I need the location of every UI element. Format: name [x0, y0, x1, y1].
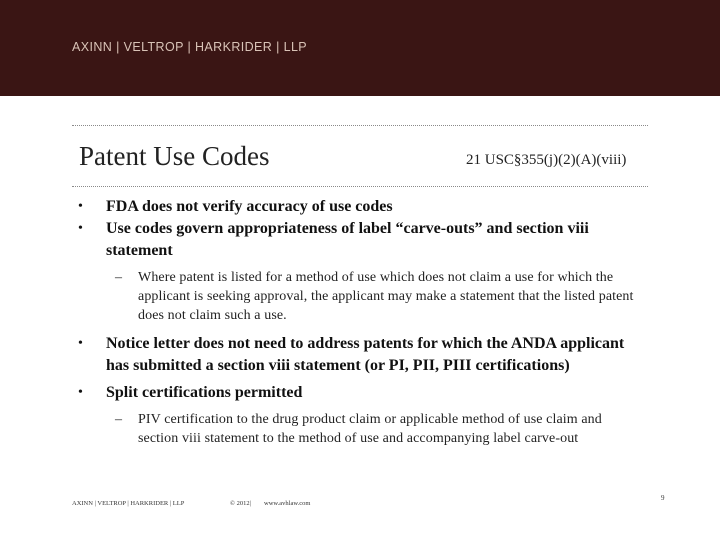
title-top-divider: [72, 125, 648, 126]
footer-website[interactable]: www.avhlaw.com: [264, 500, 311, 507]
bullet-text: Notice letter does not need to address patents for which the ANDA applicant has submitted a section viii statement (or PI, PII, PIII certifications): [106, 335, 625, 374]
bullet-icon: •: [78, 221, 83, 236]
footer: [72, 500, 672, 514]
statute-citation: 21 USC§355(j)(2)(A)(viii): [466, 152, 627, 168]
bullet-item: [78, 382, 638, 404]
dash-icon: –: [115, 412, 123, 427]
bullet-list: [78, 196, 638, 448]
sub-bullet-item: [78, 410, 638, 448]
bullet-text: Use codes govern appropriateness of label “carve-outs” and section viii statement: [106, 220, 589, 259]
firm-logo: AXINN | VELTROP | HARKRIDER | LLP: [72, 40, 308, 54]
footer-separator: |: [250, 500, 252, 507]
sub-bullet-text: PIV certification to the drug product claim or applicable method of use claim and section viii statement to the method of use and accompanying label carve-out: [138, 412, 602, 446]
sub-bullet-text: Where patent is listed for a method of use which does not claim a use for which the applicant is seeking approval, the applicant may make a statement that the listed patent does not claim such a use.: [138, 270, 634, 323]
bullet-icon: •: [78, 199, 83, 214]
footer-firm: AXINN | VELTROP | HARKRIDER | LLP: [72, 500, 185, 507]
bullet-icon: •: [78, 385, 83, 400]
page-number: 9: [661, 494, 665, 502]
bullet-text: FDA does not verify accuracy of use codes: [106, 198, 393, 215]
bullet-text: Split certifications permitted: [106, 384, 303, 401]
bullet-item: [78, 218, 638, 262]
dash-icon: –: [115, 270, 123, 285]
header-banner: [0, 0, 720, 96]
slide-title: Patent Use Codes: [79, 141, 270, 171]
title-bottom-divider: [72, 186, 648, 187]
bullet-item: [78, 333, 638, 377]
sub-bullet-item: [78, 268, 638, 325]
bullet-item: [78, 196, 638, 218]
bullet-icon: •: [78, 336, 83, 351]
footer-copyright: © 2012: [230, 500, 250, 507]
